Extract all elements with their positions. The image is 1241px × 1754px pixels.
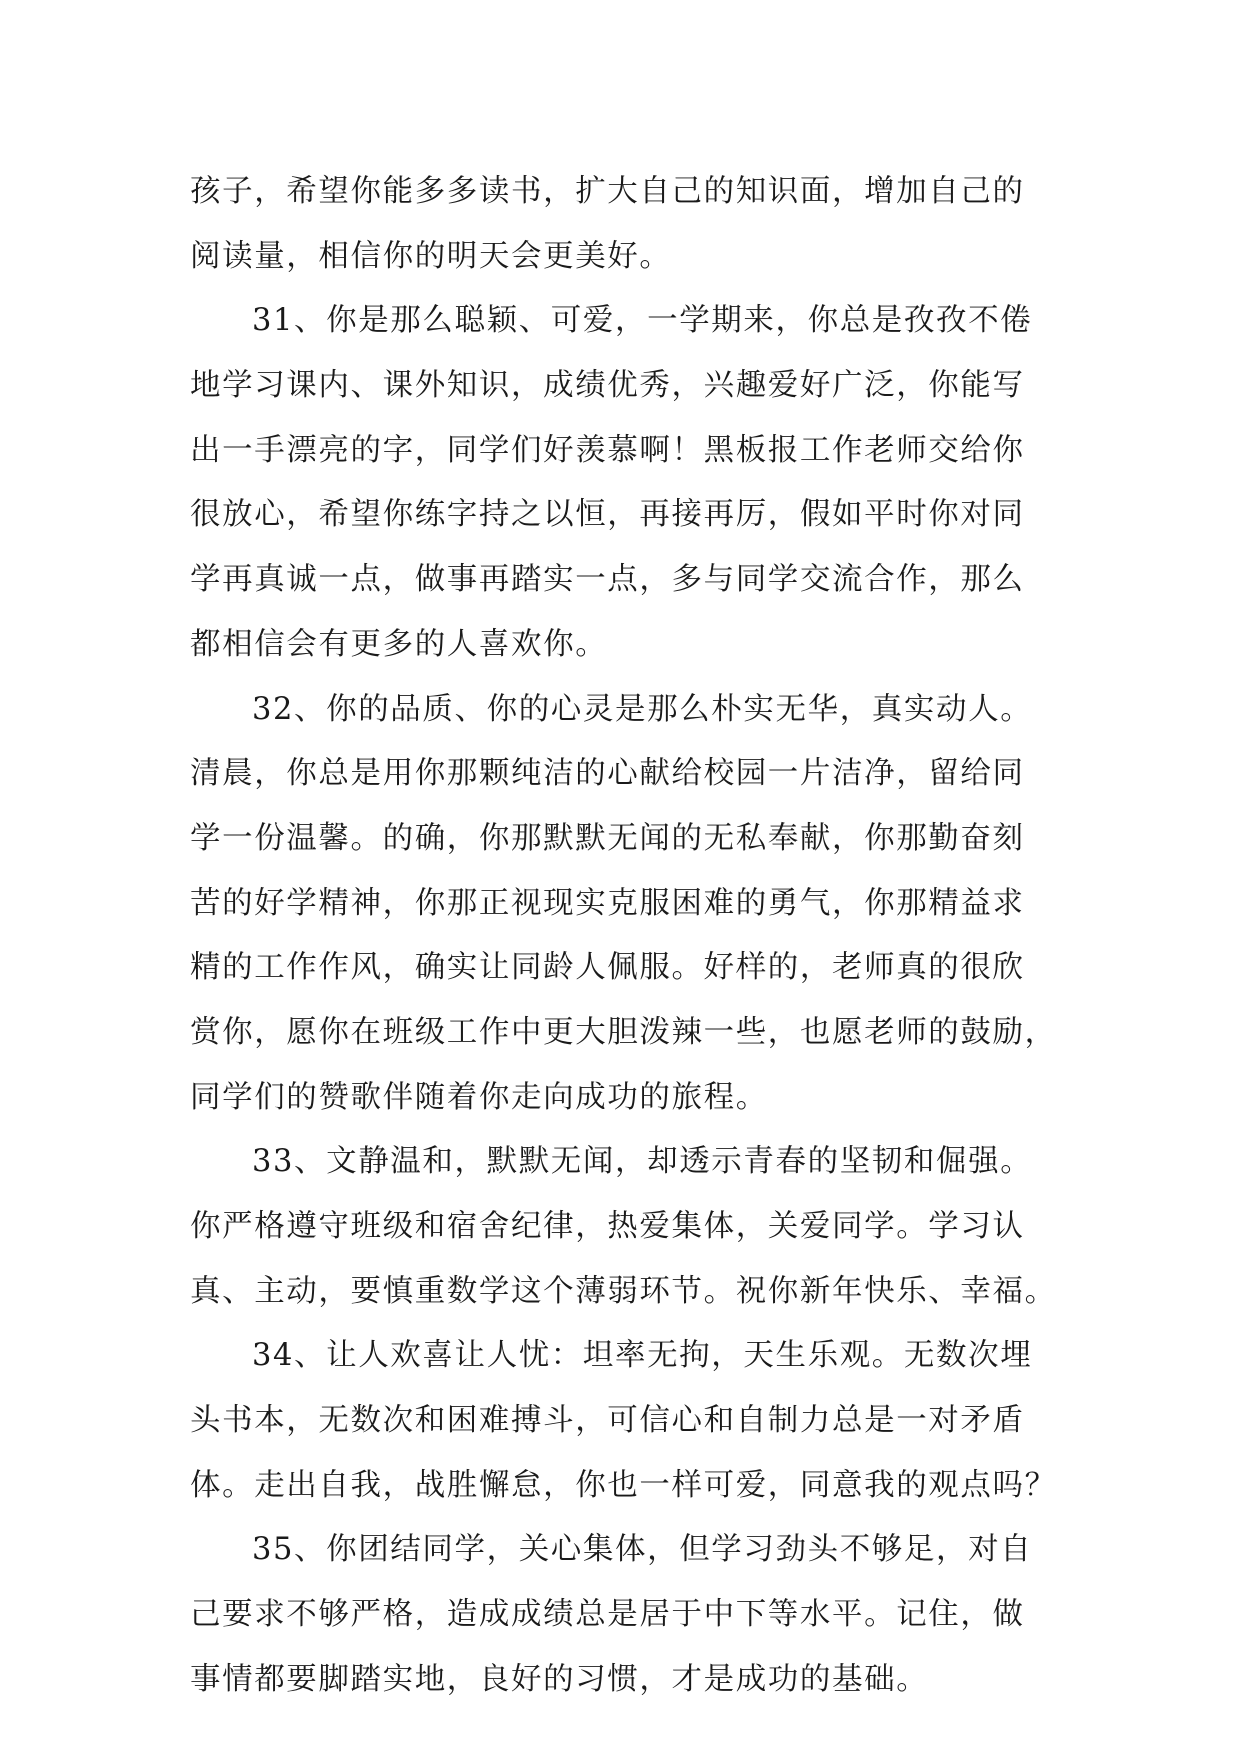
text-line: 头书本，无数次和困难搏斗，可信心和自制力总是一对矛盾 xyxy=(190,1403,1025,1439)
text-line: 你严格遵守班级和宿舍纪律，热爱集体，关爱同学。学习认 xyxy=(190,1209,1025,1244)
text-line: 同学们的赞歌伴随着你走向成功的旅程。 xyxy=(190,1079,768,1115)
text-line: 真、主动，要慎重数学这个薄弱环节。祝你新年快乐、幸福。 xyxy=(190,1273,1057,1309)
text-line: 体。走出自我，战胜懈怠，你也一样可爱，同意我的观点吗？ xyxy=(190,1467,1057,1503)
text-line: 学一份温馨。的确，你那默默无闻的无私奉献，你那勤奋刻 xyxy=(190,820,1025,856)
paragraph-first-line: 33、文静温和，默默无闻，却透示青春的坚韧和倔强。 xyxy=(252,1144,1033,1180)
body-text xyxy=(190,160,1070,1713)
text-line: 事情都要脚踏实地，良好的习惯，才是成功的基础。 xyxy=(190,1661,929,1697)
paragraph-first-line: 35、你团结同学，关心集体，但学习劲头不够足，对自 xyxy=(252,1532,1033,1568)
text-line: 都相信会有更多的人喜欢你。 xyxy=(190,626,608,662)
paragraph-first-line: 32、你的品质、你的心灵是那么朴实无华，真实动人。 xyxy=(252,691,1033,727)
text-line: 孩子，希望你能多多读书，扩大自己的知识面，增加自己的 xyxy=(190,174,1025,209)
text-line: 己要求不够严格，造成成绩总是居于中下等水平。记住，做 xyxy=(190,1597,1025,1633)
text-line: 赏你，愿你在班级工作中更大胆泼辣一些，也愿老师的鼓励， xyxy=(190,1014,1057,1050)
text-line: 苦的好学精神，你那正视现实克服困难的勇气，你那精益求 xyxy=(190,885,1025,921)
text-line: 精的工作作风，确实让同龄人佩服。好样的，老师真的很欣 xyxy=(190,950,1025,986)
text-line: 地学习课内、课外知识，成绩优秀，兴趣爱好广泛，你能写 xyxy=(190,368,1025,404)
paragraph-first-line: 34、让人欢喜让人忧：坦率无拘，天生乐观。无数次埋 xyxy=(252,1338,1033,1374)
text-line: 清晨，你总是用你那颗纯洁的心献给校园一片洁净，留给同 xyxy=(190,756,1025,792)
text-line: 出一手漂亮的字，同学们好羡慕啊！黑板报工作老师交给你 xyxy=(190,432,1025,468)
text-line: 很放心，希望你练字持之以恒，再接再厉，假如平时你对同 xyxy=(190,497,1025,533)
paragraph-first-line: 31、你是那么聪颖、可爱，一学期来，你总是孜孜不倦 xyxy=(252,303,1033,339)
text-line: 学再真诚一点，做事再踏实一点，多与同学交流合作，那么 xyxy=(190,562,1025,598)
text-line: 阅读量，相信你的明天会更美好。 xyxy=(190,238,672,274)
